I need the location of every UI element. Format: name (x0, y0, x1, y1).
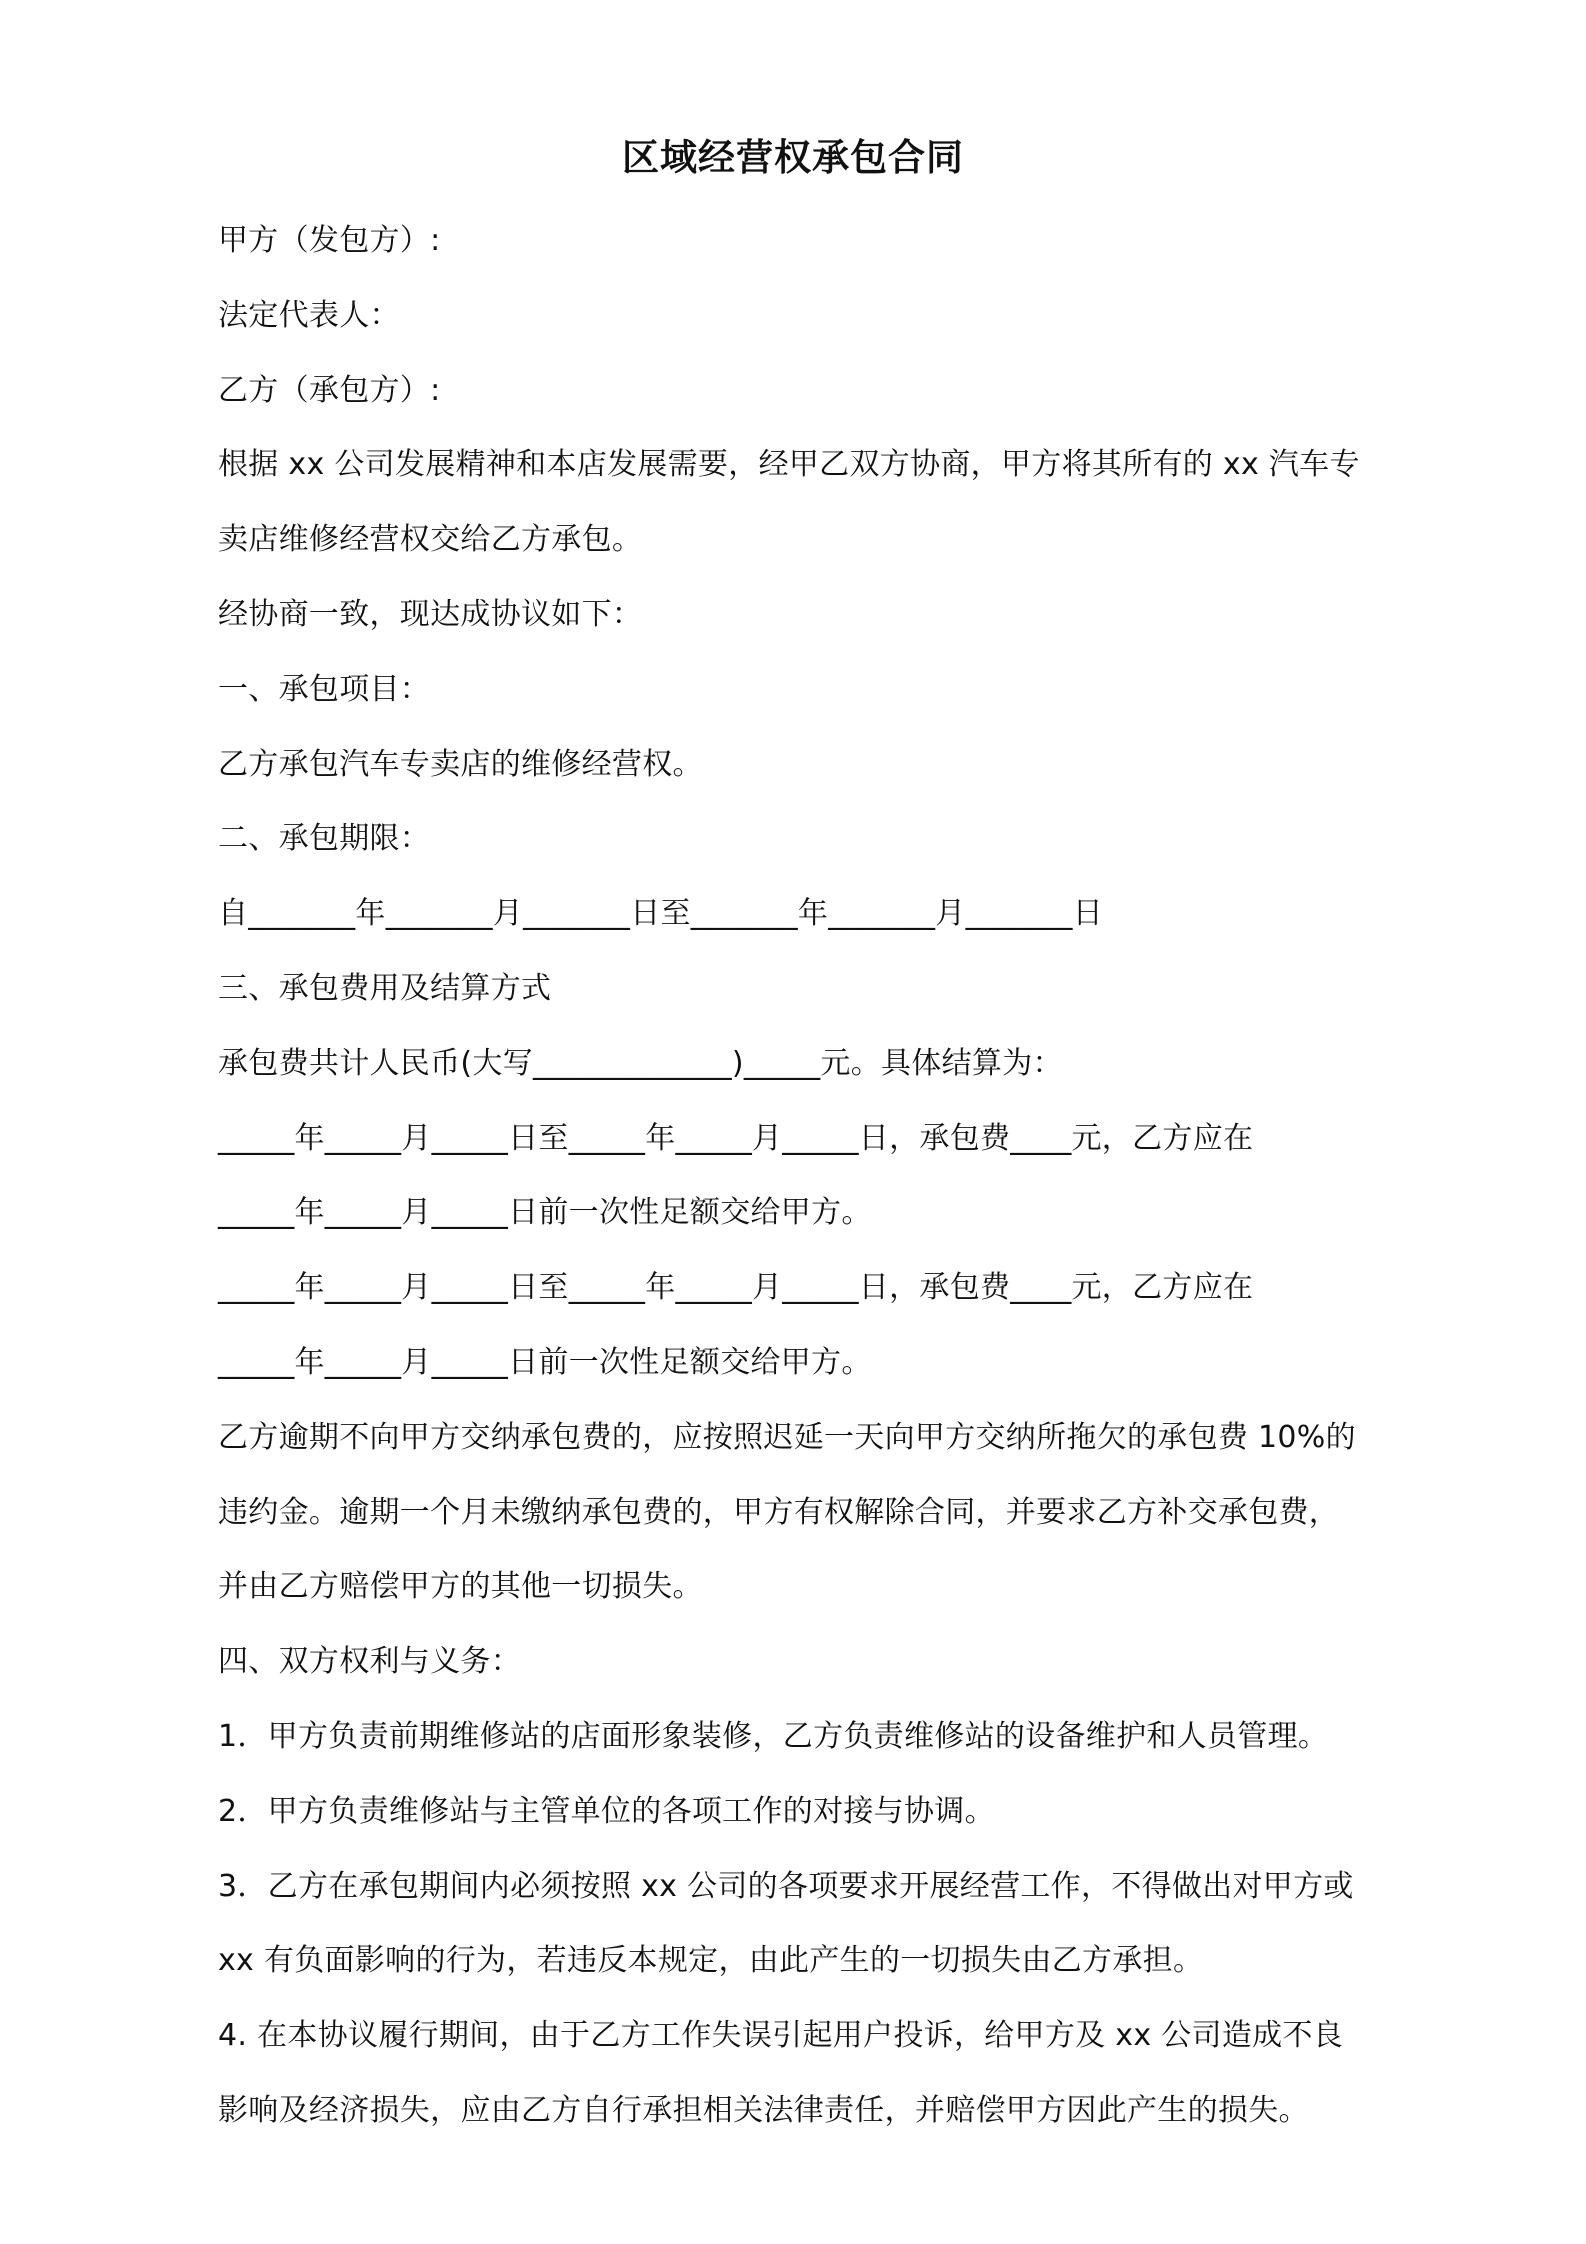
section-heading: 四、双方权利与义务： (218, 1644, 521, 1680)
clause-line: 影响及经济损失，应由乙方自行承担相关法律责任，并赔偿甲方因此产生的损失。 (218, 2092, 1309, 2128)
preamble-line: 卖店维修经营权交给乙方承包。 (218, 522, 643, 558)
agreement-intro-line: 经协商一致，现达成协议如下： (218, 596, 643, 632)
section-heading: 三、承包费用及结算方式 (218, 970, 552, 1006)
term-dates-line: 自_______年_______月_______日至_______年_______月_______日 (218, 896, 1103, 932)
party-a-line: 甲方（发包方）: (218, 223, 441, 258)
clause-line: xx 有负面影响的行为，若违反本规定，由此产生的一切损失由乙方承担。 (218, 1943, 1204, 1979)
penalty-line: 违约金。逾期一个月未缴纳承包费的，甲方有权解除合同，并要求乙方补交承包费， (218, 1494, 1340, 1530)
settlement-line: _____年_____月_____日至_____年_____月_____日，承包费____元，乙方应在 (218, 1270, 1254, 1306)
section-heading: 一、承包项目： (218, 671, 431, 707)
clause-line: 4. 在本协议履行期间，由于乙方工作失误引起用户投诉，给甲方及 xx 公司造成不良 (218, 2018, 1344, 2054)
document-title: 区域经营权承包合同 (622, 136, 964, 179)
document-body (218, 204, 1418, 2149)
clause-line: 1．甲方负责前期维修站的店面形象装修，乙方负责维修站的设备维护和人员管理。 (218, 1718, 1329, 1754)
penalty-line: 并由乙方赔偿甲方的其他一切损失。 (218, 1569, 703, 1605)
penalty-line: 乙方逾期不向甲方交纳承包费的，应按照迟延一天向甲方交纳所拖欠的承包费 10%的 (218, 1419, 1356, 1455)
legal-representative-line: 法定代表人： (218, 297, 400, 333)
clause-line: 2．甲方负责维修站与主管单位的各项工作的对接与协调。 (218, 1793, 995, 1829)
settlement-line: _____年_____月_____日前一次性足额交给甲方。 (218, 1344, 872, 1380)
paragraph-line: 乙方承包汽车专卖店的维修经营权。 (218, 746, 703, 782)
fee-total-line: 承包费共计人民币(大写_____________)_____元。具体结算为： (218, 1045, 1063, 1081)
clause-line: 3．乙方在承包期间内必须按照 xx 公司的各项要求开展经营工作，不得做出对甲方或 (218, 1868, 1354, 1904)
preamble-line: 根据 xx 公司发展精神和本店发展需要，经甲乙双方协商，甲方将其所有的 xx 汽车专 (218, 447, 1360, 483)
section-heading: 二、承包期限： (218, 821, 431, 857)
settlement-line: _____年_____月_____日前一次性足额交给甲方。 (218, 1195, 872, 1231)
settlement-line: _____年_____月_____日至_____年_____月_____日，承包费____元，乙方应在 (218, 1120, 1254, 1156)
party-b-line: 乙方（承包方）: (218, 372, 441, 408)
